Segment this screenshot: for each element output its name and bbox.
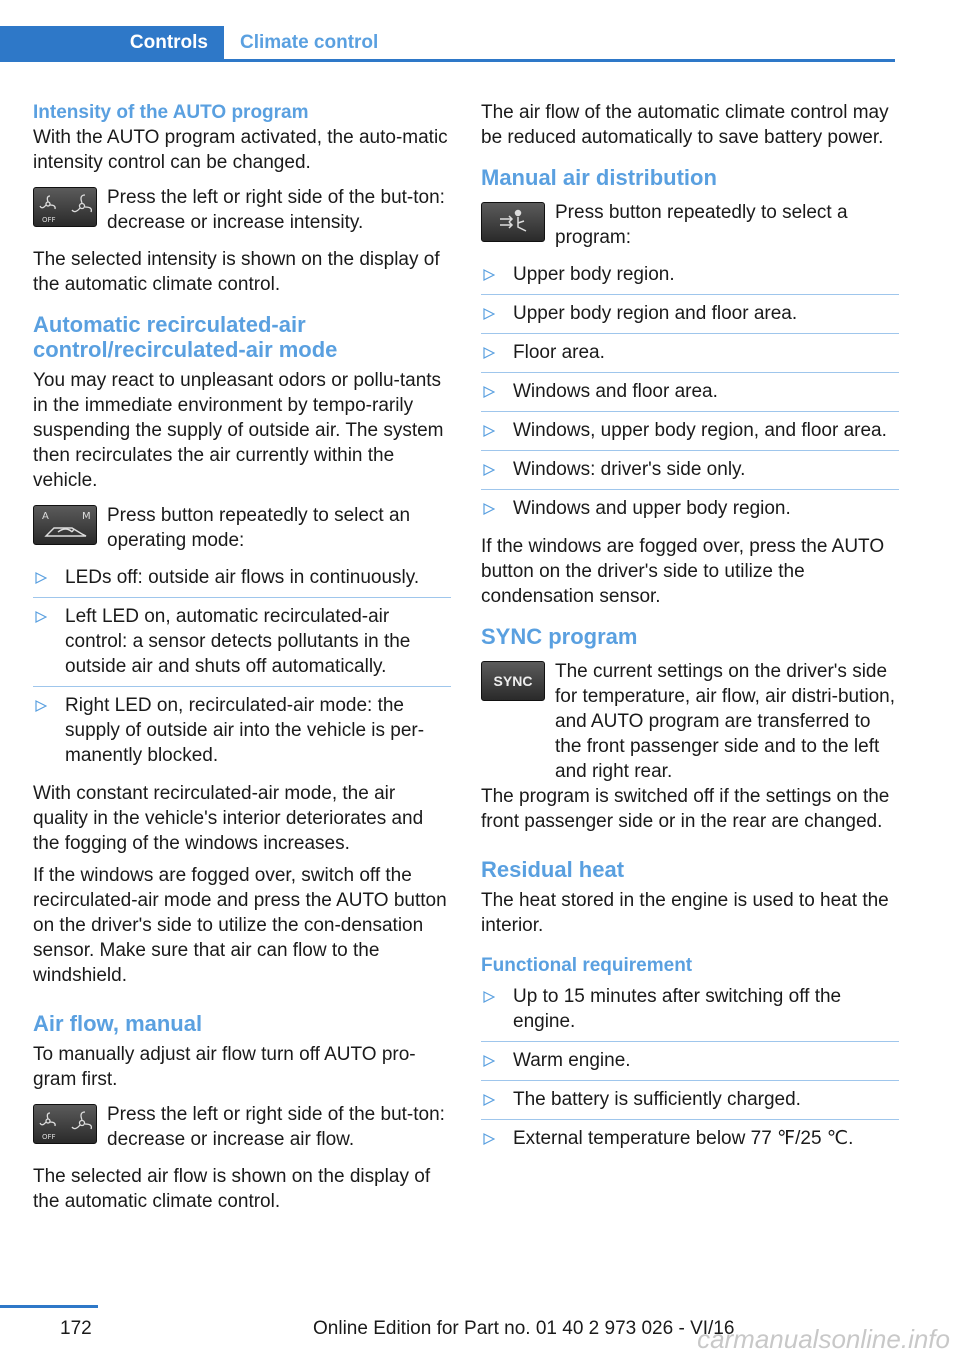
icon-instruction <box>33 185 451 235</box>
section-title: Climate control <box>240 32 379 53</box>
triangle-bullet-icon <box>35 611 47 623</box>
triangle-bullet-icon <box>483 1094 495 1106</box>
icon-instruction-text: Press button repeatedly to select a program: <box>555 202 848 248</box>
paragraph: The program is switched off if the settings on the front passenger side or in the rear are changed. <box>481 786 890 832</box>
list-item: The battery is sufficiently charged. <box>481 1087 899 1120</box>
operating-mode-list <box>33 565 451 775</box>
watermark: carmanualsonline.info <box>697 1324 950 1354</box>
paragraph: The selected intensity is shown on the display of the automatic climate control. <box>33 249 440 295</box>
heading-manual-air-distribution: Manual air distribution <box>481 165 717 190</box>
heading-sync-program: SYNC program <box>481 624 638 649</box>
sync-label: SYNC <box>493 673 533 689</box>
chapter-tab: Controls <box>0 26 224 59</box>
paragraph: You may react to unpleasant odors or pollu-tants in the immediate environment by tempo-rarily suspending the supply of outside air. The system then recirculates the air currently within the vehicle. <box>33 370 444 491</box>
list-item: Warm engine. <box>481 1048 899 1081</box>
list-item: Windows: driver's side only. <box>481 457 899 490</box>
list-item: Upper body region and floor area. <box>481 301 899 334</box>
paragraph: To manually adjust air flow turn off AUTO pro-gram first. <box>33 1044 416 1090</box>
list-item: Windows, upper body region, and floor area. <box>481 418 899 451</box>
list-item: Floor area. <box>481 340 899 373</box>
paragraph: With constant recirculated-air mode, the air quality in the vehicle's interior deteriorates and the fogging of the windows increases. <box>33 783 424 854</box>
page-number: 172 <box>60 1318 92 1339</box>
triangle-bullet-icon <box>483 503 495 515</box>
icon-instruction <box>481 659 899 784</box>
header-rule <box>0 59 895 62</box>
icon-instruction <box>481 200 899 250</box>
list-item: Windows and floor area. <box>481 379 899 412</box>
paragraph: The air flow of the automatic climate control may be reduced automatically to save battery power. <box>481 102 889 148</box>
list-item: Up to 15 minutes after switching off the engine. <box>481 984 899 1042</box>
fan-button-icon <box>33 187 97 227</box>
paragraph: The selected air flow is shown on the display of the automatic climate control. <box>33 1166 431 1212</box>
right-column <box>481 100 899 1164</box>
triangle-bullet-icon <box>483 425 495 437</box>
paragraph: The heat stored in the engine is used to heat the interior. <box>481 890 889 936</box>
icon-instruction-text: Press the left or right side of the but-ton: decrease or increase air flow. <box>107 1104 445 1150</box>
requirement-list <box>481 984 899 1158</box>
left-column <box>33 100 451 1221</box>
icon-instruction-text: The current settings on the driver's side for temperature, air flow, air distri-bution, and AUTO program are transferred to the front passenger side and to the left and right rear. <box>555 661 896 782</box>
triangle-bullet-icon <box>483 991 495 1003</box>
air-distribution-button-icon <box>481 202 545 242</box>
triangle-bullet-icon <box>483 269 495 281</box>
off-label: OFF <box>42 1133 56 1141</box>
paragraph: If the windows are fogged over, switch off the recirculated-air mode and press the AUTO button on the driver's side to utilize the con-densation sensor. Make sure that air can flow to the windshield. <box>33 865 447 986</box>
edition-text: Online Edition for Part no. 01 40 2 973 026 - VI/16 <box>313 1318 735 1339</box>
heading-residual-heat: Residual heat <box>481 857 625 882</box>
icon-instruction-text: Press button repeatedly to select an operating mode: <box>107 505 411 551</box>
triangle-bullet-icon <box>483 386 495 398</box>
list-item: Right LED on, recirculated-air mode: the supply of outside air into the vehicle is per-manently blocked. <box>33 693 451 775</box>
icon-instruction-text: Press the left or right side of the but-ton: decrease or increase intensity. <box>107 187 445 233</box>
list-item: Upper body region. <box>481 262 899 295</box>
paragraph: With the AUTO program activated, the auto-matic intensity control can be changed. <box>33 127 448 173</box>
footer-rule <box>0 1305 98 1308</box>
heading-functional-requirement: Functional requirement <box>481 955 693 976</box>
triangle-bullet-icon <box>35 572 47 584</box>
heading-air-flow: Air flow, manual <box>33 1011 203 1036</box>
triangle-bullet-icon <box>483 347 495 359</box>
triangle-bullet-icon <box>483 464 495 476</box>
off-label: OFF <box>42 216 56 224</box>
icon-instruction <box>33 1102 451 1152</box>
triangle-bullet-icon <box>483 1133 495 1145</box>
svg-text:A: A <box>42 511 49 522</box>
sync-button-icon <box>481 661 545 701</box>
heading-auto-intensity: Intensity of the AUTO program <box>33 102 309 123</box>
triangle-bullet-icon <box>35 700 47 712</box>
triangle-bullet-icon <box>483 1055 495 1067</box>
icon-instruction <box>33 503 451 553</box>
page-header <box>0 26 895 62</box>
heading-recirculated-air: Automatic recirculated-air control/recirculated-air mode <box>33 312 338 362</box>
recirculation-button-icon <box>33 505 97 545</box>
triangle-bullet-icon <box>483 308 495 320</box>
list-item: External temperature below 77 ℉/25 ℃. <box>481 1126 899 1158</box>
program-list <box>481 262 899 528</box>
paragraph: If the windows are fogged over, press the AUTO button on the driver's side to utilize the condensation sensor. <box>481 536 885 607</box>
fan-button-icon <box>33 1104 97 1144</box>
list-item: LEDs off: outside air flows in continuously. <box>33 565 451 598</box>
list-item: Left LED on, automatic recirculated-air control: a sensor detects pollutants in the outside air and shuts off automatically. <box>33 604 451 687</box>
svg-text:M: M <box>82 511 91 522</box>
list-item: Windows and upper body region. <box>481 496 899 528</box>
